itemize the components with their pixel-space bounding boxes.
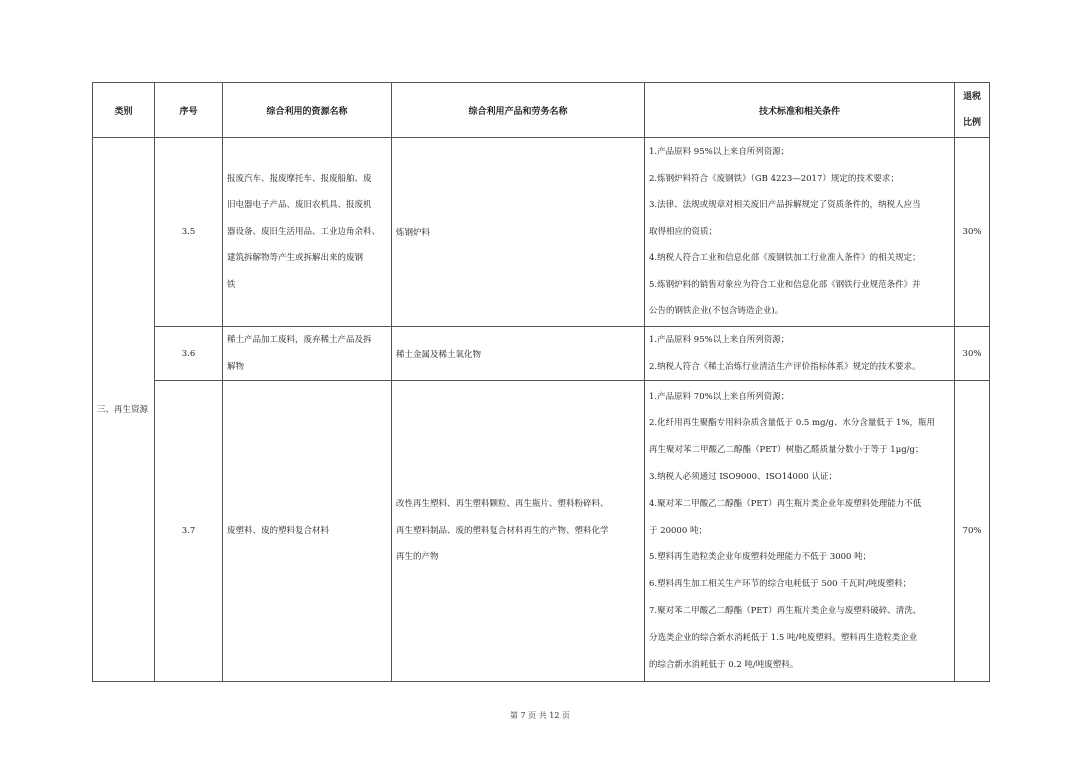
standard-cell: 1.产品原料 95%以上来自所列资源； 2.纳税人符合《稀土冶炼行业清洁生产评价指标体系》规定的技术要求。 bbox=[645, 327, 955, 381]
rate-cell: 30% bbox=[955, 327, 990, 381]
table-row bbox=[93, 327, 990, 381]
product-cell: 炼钢炉料 bbox=[392, 138, 645, 327]
header-row bbox=[93, 83, 990, 138]
resource-table bbox=[92, 82, 990, 682]
standard-cell: 1.产品原料 70%以上来自所列资源； 2.化纤用再生聚酯专用料杂质含量低于 0.5 mg/g、水分含量低于 1%，瓶用 再生聚对苯二甲酸乙二醇酯（PET）树脂乙醛质量分数小于等于 1μg/g； 3.纳税人必须通过 ISO9000、ISO14000 认证； 4.聚对苯二甲酸乙二醇酯（PET）再生瓶片类企业年废塑料处理能力不低 于 20000 吨； 5.塑料再生造粒类企业年废塑料处理能力不低于 3000 吨； 6.塑料再生加工相关生产环节的综合电耗低于 500 千瓦时/吨废塑料； 7.聚对苯二甲酸乙二醇酯（PET）再生瓶片类企业与废塑料破碎、清洗、 分选类企业的综合新水消耗低于 1.5 吨/吨废塑料。塑料再生造粒类企业 的综合新水消耗低于 0.2 吨/吨废塑料。 bbox=[645, 381, 955, 682]
header-rate: 退税 比例 bbox=[955, 83, 990, 138]
seq-cell: 3.7 bbox=[155, 381, 223, 682]
header-seq: 序号 bbox=[155, 83, 223, 138]
page-footer: 第 7 页 共 12 页 bbox=[510, 711, 570, 720]
resource-cell: 稀土产品加工废料，废弃稀土产品及拆 解物 bbox=[223, 327, 392, 381]
seq-cell: 3.5 bbox=[155, 138, 223, 327]
resource-cell: 废塑料、废的塑料复合材料 bbox=[223, 381, 392, 682]
rate-cell: 70% bbox=[955, 381, 990, 682]
seq-cell: 3.6 bbox=[155, 327, 223, 381]
resource-cell: 报废汽车、报废摩托车、报废船舶、废 旧电器电子产品、废旧农机具、报废机 器设备、废旧生活用品、工业边角余料、 建筑拆解物等产生或拆解出来的废钢 铁 bbox=[223, 138, 392, 327]
standard-cell: 1.产品原料 95%以上来自所列资源； 2.炼钢炉料符合《废钢铁》（GB 4223—2017）规定的技术要求； 3.法律、法规或规章对相关废旧产品拆解规定了资质条件的，纳税人应当 取得相应的资质； 4.纳税人符合工业和信息化部《废钢铁加工行业准入条件》的相关规定； 5.炼钢炉料的销售对象应为符合工业和信息化部《钢铁行业规范条件》并 公告的钢铁企业(不包含铸造企业)。 bbox=[645, 138, 955, 327]
rate-cell: 30% bbox=[955, 138, 990, 327]
header-resource: 综合利用的资源名称 bbox=[223, 83, 392, 138]
header-category: 类别 bbox=[93, 83, 155, 138]
product-cell: 改性再生塑料、再生塑料颗粒、再生瓶片、塑料粉碎料、 再生塑料制品、废的塑料复合材料再生的产物、塑料化学 再生的产物 bbox=[392, 381, 645, 682]
header-product: 综合利用产品和劳务名称 bbox=[392, 83, 645, 138]
product-cell: 稀土金属及稀土氧化物 bbox=[392, 327, 645, 381]
table-row bbox=[93, 381, 990, 682]
table-row bbox=[93, 138, 990, 327]
category-cell: 三、再生资源 bbox=[93, 138, 155, 682]
header-standard: 技术标准和相关条件 bbox=[645, 83, 955, 138]
